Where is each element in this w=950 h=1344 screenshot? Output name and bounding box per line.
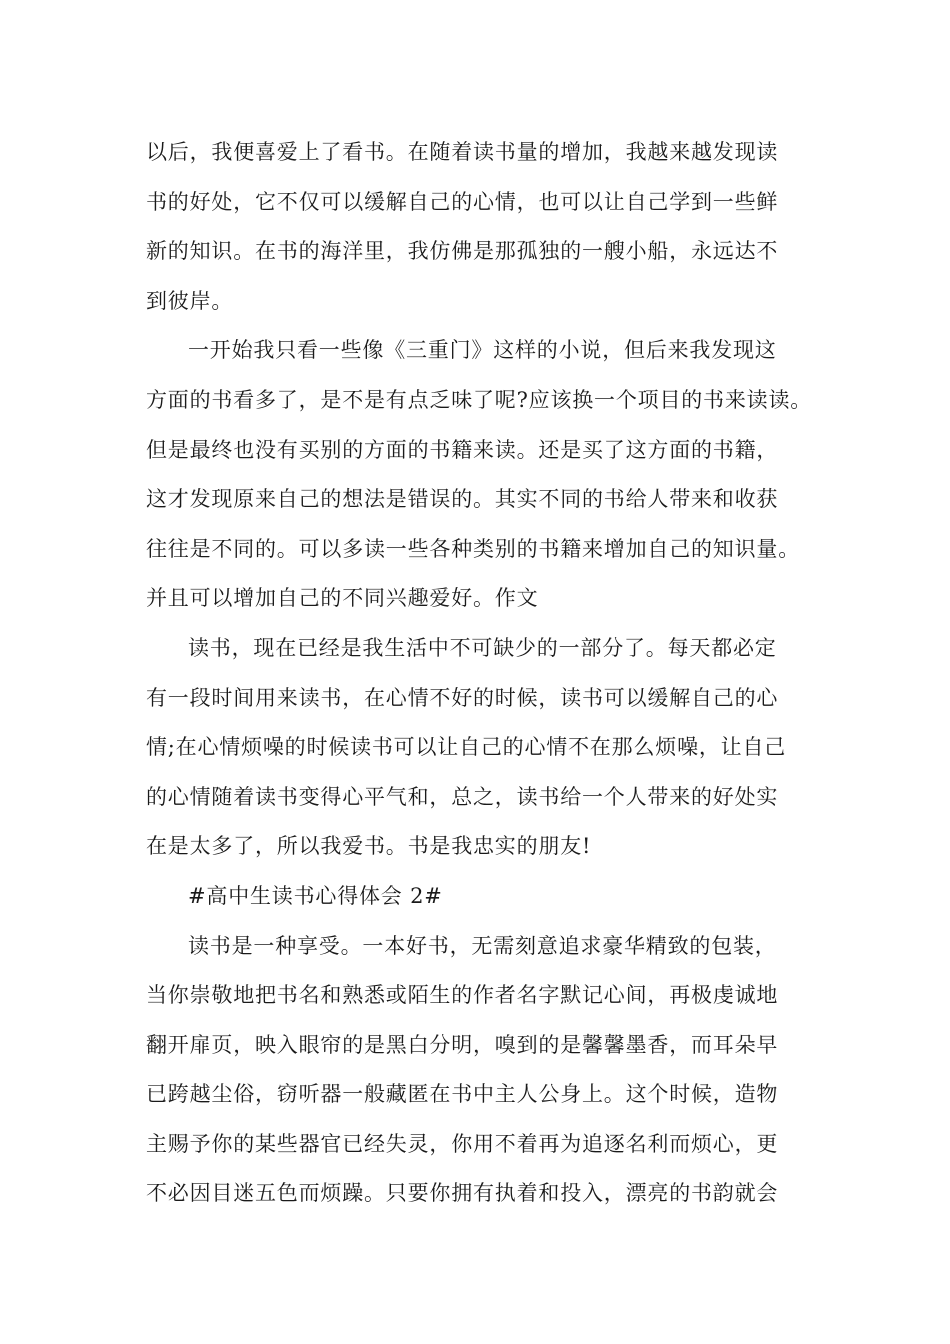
body-text	[146, 134, 846, 1225]
text-line: 书的好处，它不仅可以缓解自己的心情，也可以让自己学到一些鲜	[146, 189, 779, 214]
text-line: 往往是不同的。可以多读一些各种类别的书籍来增加自己的知识量。	[146, 536, 800, 561]
text-line: 已跨越尘俗，窃听器一般藏匿在书中主人公身上。这个时候，造物	[146, 1082, 779, 1107]
text-line: 不必因目迷五色而烦躁。只要你拥有执着和投入，漂亮的书韵就会	[146, 1181, 779, 1206]
text-line: 新的知识。在书的海洋里，我仿佛是那孤独的一艘小船，永远达不	[146, 239, 779, 264]
paragraph-first-line: 读书是一种享受。一本好书，无需刻意追求豪华精致的包装，	[188, 933, 777, 958]
text-line: 但是最终也没有买别的方面的书籍来读。还是买了这方面的书籍，	[146, 437, 779, 462]
text-line: 翻开扉页，映入眼帘的是黑白分明，嗅到的是馨馨墨香，而耳朵早	[146, 1032, 779, 1057]
text-line: 有一段时间用来读书，在心情不好的时候，读书可以缓解自己的心	[146, 685, 779, 710]
text-line: 主赐予你的某些器官已经失灵，你用不着再为追逐名利而烦心，更	[146, 1131, 779, 1156]
text-line: 并且可以增加自己的不同兴趣爱好。作文	[146, 586, 539, 611]
text-line: 当你崇敬地把书名和熟悉或陌生的作者名字默记心间，再极虔诚地	[146, 983, 779, 1008]
paragraph-first-line: 一开始我只看一些像《三重门》这样的小说，但后来我发现这	[188, 338, 777, 363]
text-line: 到彼岸。	[146, 288, 234, 313]
text-line: 在是太多了，所以我爱书。书是我忠实的朋友!	[146, 834, 592, 859]
text-line: 以后，我便喜爱上了看书。在随着读书量的增加，我越来越发现读	[146, 140, 779, 164]
text-line: 的心情随着读书变得心平气和，总之，读书给一个人带来的好处实	[146, 784, 779, 809]
section-heading: #高中生读书心得体会 2#	[188, 883, 443, 908]
text-line: 这才发现原来自己的想法是错误的。其实不同的书给人带来和收获	[146, 487, 779, 512]
text-line: 情;在心情烦噪的时候读书可以让自己的心情不在那么烦噪，让自己	[146, 735, 787, 760]
text-line: 方面的书看多了，是不是有点乏味了呢?应该换一个项目的书来读读。	[146, 387, 813, 412]
paragraph-first-line: 读书，现在已经是我生活中不可缺少的一部分了。每天都必定	[188, 635, 777, 660]
